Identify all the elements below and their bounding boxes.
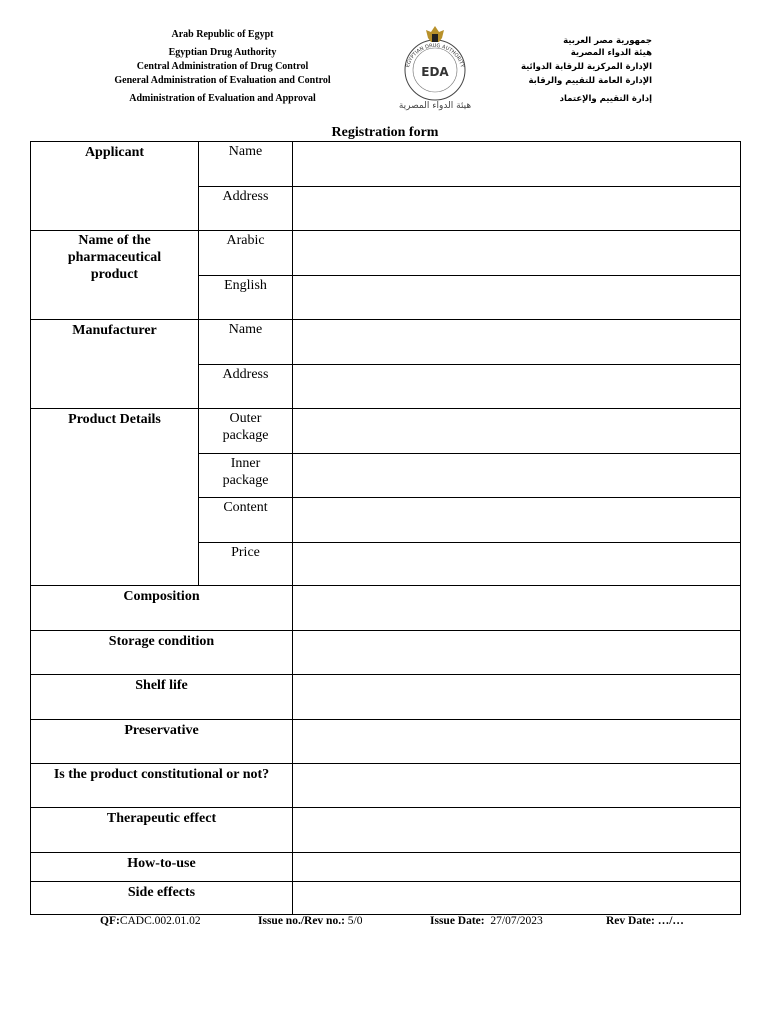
constitutional-label: Is the product constitutional or not?: [30, 763, 293, 808]
product-details-label: Product Details: [30, 408, 199, 586]
manufacturer-label: Manufacturer: [30, 319, 199, 409]
outer-package-field[interactable]: [292, 408, 741, 454]
footer-rev-date: [606, 915, 684, 927]
header-admin: Administration of Evaluation and Approval: [129, 93, 316, 104]
applicant-address-label: Address: [198, 186, 293, 231]
manufacturer-address-label: Address: [198, 364, 293, 409]
svg-text:EDA: EDA: [421, 65, 449, 79]
applicant-name-label: Name: [198, 141, 293, 187]
header-authority: Egyptian Drug Authority: [168, 47, 277, 58]
footer-qf-value: CADC.002.01.02: [119, 915, 201, 927]
shelf-life-label: Shelf life: [30, 674, 293, 720]
svg-text:EGYPTIAN DRUG AUTHORITY: EGYPTIAN DRUG AUTHORITY: [404, 42, 466, 69]
preservative-label: Preservative: [30, 719, 293, 764]
inner-package-field[interactable]: [292, 453, 741, 498]
footer-issue-label: Issue no./Rev no.:: [258, 915, 345, 927]
footer-issue-date: [430, 915, 543, 927]
product-name-label: Name of the pharmaceutical product: [30, 230, 199, 320]
preservative-field[interactable]: [292, 719, 741, 764]
arabic-name-field[interactable]: [292, 230, 741, 276]
svg-text:هيئة الدواء المصرية: هيئة الدواء المصرية: [398, 101, 472, 111]
header-ar-central-admin: الإدارة المركزية للرقابة الدوائية: [520, 62, 652, 72]
therapeutic-effect-label: Therapeutic effect: [30, 807, 293, 853]
price-label: Price: [198, 542, 293, 586]
side-effects-field[interactable]: [292, 881, 741, 915]
composition-field[interactable]: [292, 585, 741, 631]
manufacturer-name-label: Name: [198, 319, 293, 365]
footer-qf-label: QF:: [100, 915, 120, 927]
footer-issue-value: 5/0: [347, 915, 363, 927]
storage-condition-field[interactable]: [292, 630, 741, 675]
side-effects-label: Side effects: [30, 881, 293, 915]
form-title: Registration form: [331, 125, 439, 140]
footer-date-label: Issue Date:: [430, 915, 485, 927]
english-name-field[interactable]: [292, 275, 741, 320]
manufacturer-address-field[interactable]: [292, 364, 741, 409]
applicant-name-field[interactable]: [292, 141, 741, 187]
header-ar-general-admin: الإدارة العامة للتقييم والرقابة: [528, 76, 652, 86]
applicant-address-field[interactable]: [292, 186, 741, 231]
content-field[interactable]: [292, 497, 741, 543]
footer-rev-value: …/…: [657, 915, 684, 927]
english-name-label: English: [198, 275, 293, 320]
header-general-admin: General Administration of Evaluation and Control: [114, 75, 331, 86]
therapeutic-effect-field[interactable]: [292, 807, 741, 853]
constitutional-field[interactable]: [292, 763, 741, 808]
price-field[interactable]: [292, 542, 741, 586]
content-label: Content: [198, 497, 293, 543]
arabic-name-label: Arabic: [198, 230, 293, 276]
header-central-admin: Central Administration of Drug Control: [136, 61, 309, 72]
composition-label: Composition: [30, 585, 293, 631]
header-ar-admin: إدارة التقييم والإعتماد: [559, 94, 652, 104]
how-to-use-label: How-to-use: [30, 852, 293, 882]
inner-package-label: Inner package: [198, 453, 293, 498]
footer-date-value: 27/07/2023: [490, 915, 543, 927]
manufacturer-name-field[interactable]: [292, 319, 741, 365]
footer-rev-label: Rev Date:: [606, 915, 655, 927]
eda-logo: [398, 22, 472, 112]
header-ar-authority: هيئة الدواء المصرية: [570, 48, 652, 58]
header-ar-country: جمهورية مصر العربية: [563, 36, 652, 46]
applicant-label: Applicant: [30, 141, 199, 231]
footer-qf: [100, 915, 201, 927]
how-to-use-field[interactable]: [292, 852, 741, 882]
storage-condition-label: Storage condition: [30, 630, 293, 675]
shelf-life-field[interactable]: [292, 674, 741, 720]
outer-package-label: Outer package: [198, 408, 293, 454]
header-country: Arab Republic of Egypt: [171, 29, 274, 40]
footer-issue: [258, 915, 362, 927]
